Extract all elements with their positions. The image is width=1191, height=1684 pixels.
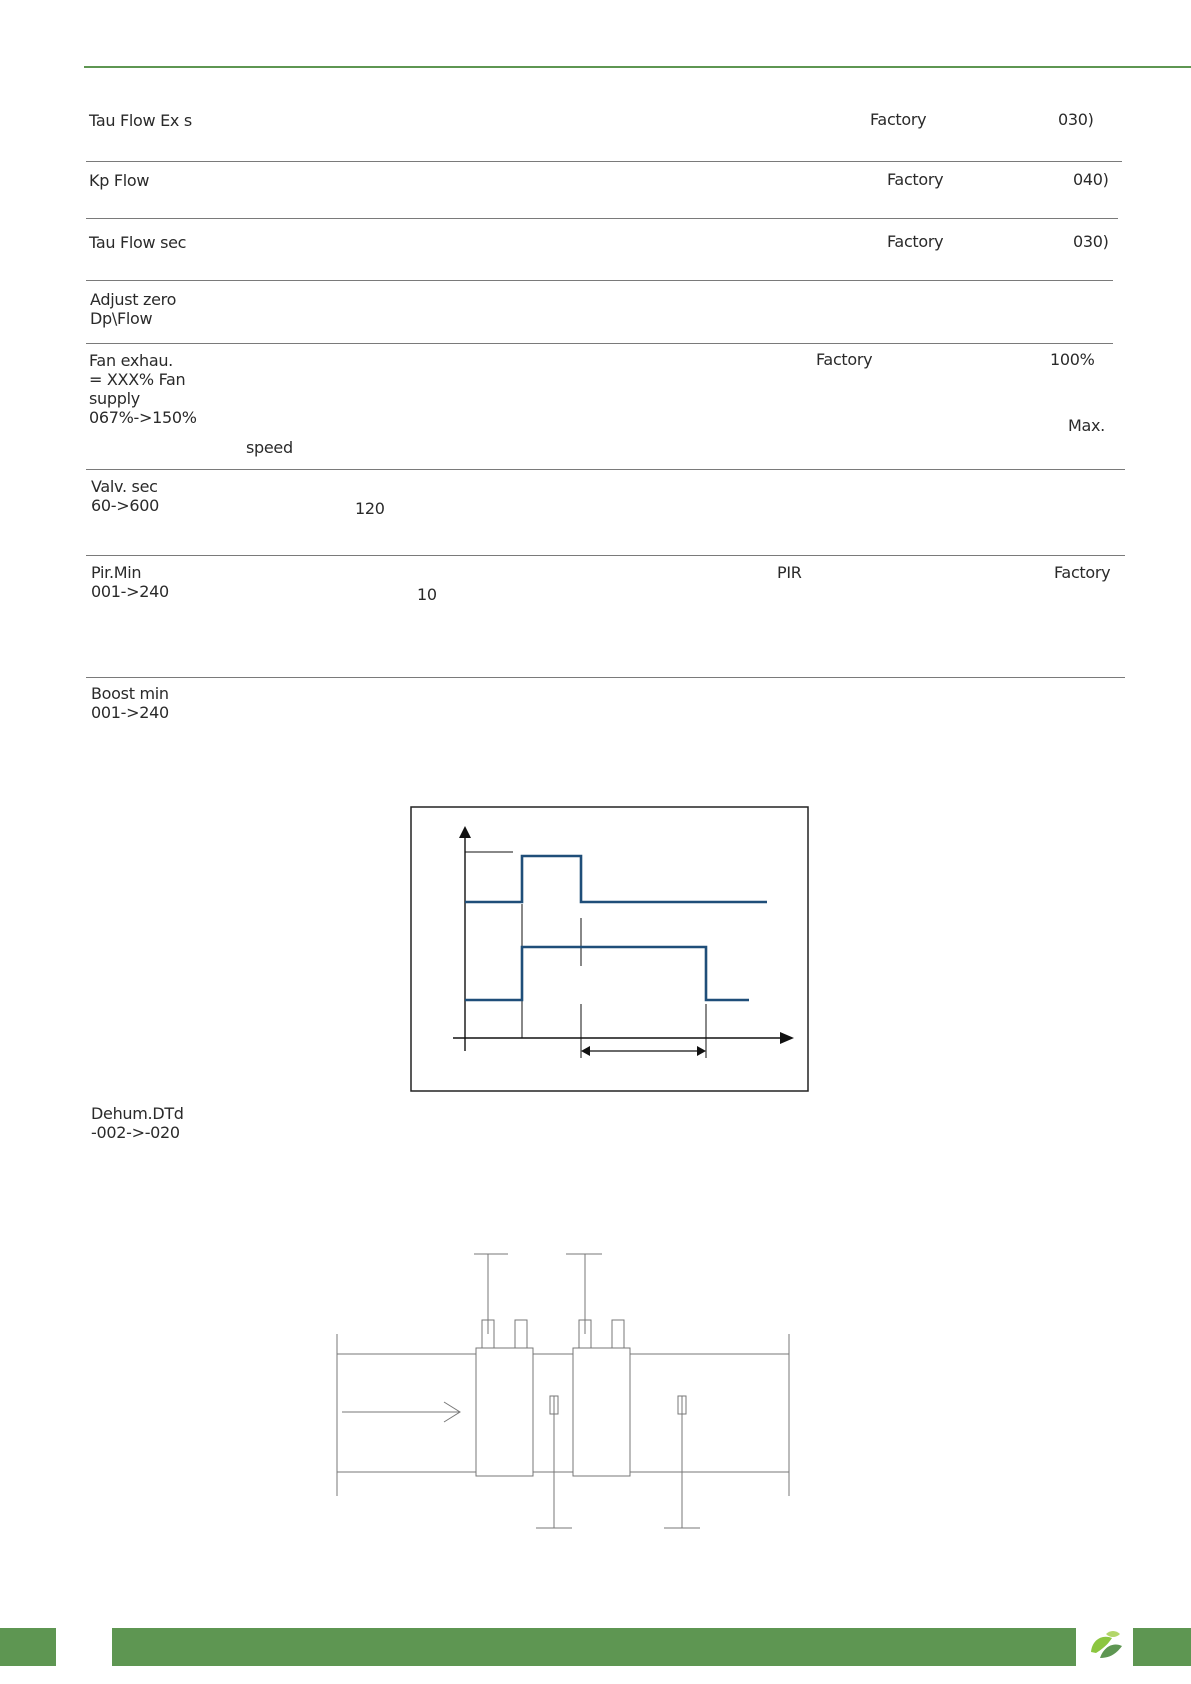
row-label-tau-flow-sec: Tau Flow sec — [89, 233, 187, 252]
row-range-dehum-dtd: -002->-020 — [91, 1123, 180, 1142]
factory-label: Factory — [887, 232, 944, 251]
duct-installation-diagram — [330, 1248, 795, 1534]
row-label-adjust-zero: Adjust zero — [90, 290, 177, 309]
footer-bar-right — [1133, 1628, 1191, 1666]
row-range-pir-min: 001->240 — [91, 582, 169, 601]
row-label-boost-min: Boost min — [91, 684, 169, 703]
leaf-logo-icon — [1086, 1628, 1126, 1666]
factory-value: 040) — [1073, 170, 1109, 189]
row-label-valv-sec: Valv. sec — [91, 477, 158, 496]
factory-value: 030) — [1073, 232, 1109, 251]
flow-box-1 — [476, 1348, 533, 1476]
row-label-pir-min: Pir.Min — [91, 563, 142, 582]
factory-value: 030) — [1058, 110, 1094, 129]
actuator-2b — [612, 1320, 624, 1348]
row-divider — [86, 280, 1113, 281]
row-divider — [86, 161, 1122, 162]
row-range-fan-exhau: 067%->150% — [89, 408, 197, 427]
row-label-dp-flow: Dp\Flow — [90, 309, 153, 328]
diagram-frame — [411, 807, 808, 1091]
speed-label: speed — [246, 438, 293, 457]
row-label-fan-exhau-2: = XXX% Fan — [89, 370, 186, 389]
row-divider — [86, 677, 1125, 678]
pir-label: PIR — [777, 563, 802, 582]
row-label-tau-flow-ex: Tau Flow Ex s — [89, 111, 192, 130]
row-label-dehum-dtd: Dehum.DTd — [91, 1104, 184, 1123]
row-label-fan-exhau: Fan exhau. — [89, 351, 173, 370]
row-label-kp-flow: Kp Flow — [89, 171, 150, 190]
value-10: 10 — [417, 585, 437, 604]
value-120: 120 — [355, 499, 385, 518]
row-divider — [86, 469, 1125, 470]
row-range-valv-sec: 60->600 — [91, 496, 159, 515]
footer-bar-left — [0, 1628, 56, 1666]
actuator-1b — [515, 1320, 527, 1348]
row-range-boost-min: 001->240 — [91, 703, 169, 722]
max-label: Max. — [1068, 416, 1105, 435]
factory-label: Factory — [1054, 563, 1111, 582]
factory-label: Factory — [887, 170, 944, 189]
header-rule — [84, 66, 1191, 68]
factory-label: Factory — [870, 110, 927, 129]
footer-bar-center — [112, 1628, 1076, 1666]
row-divider — [86, 218, 1118, 219]
row-divider — [86, 343, 1113, 344]
boost-timing-diagram — [410, 806, 809, 1092]
flow-box-2 — [573, 1348, 630, 1476]
factory-label: Factory — [816, 350, 873, 369]
row-divider — [86, 555, 1125, 556]
factory-value: 100% — [1050, 350, 1095, 369]
row-label-fan-exhau-3: supply — [89, 389, 140, 408]
